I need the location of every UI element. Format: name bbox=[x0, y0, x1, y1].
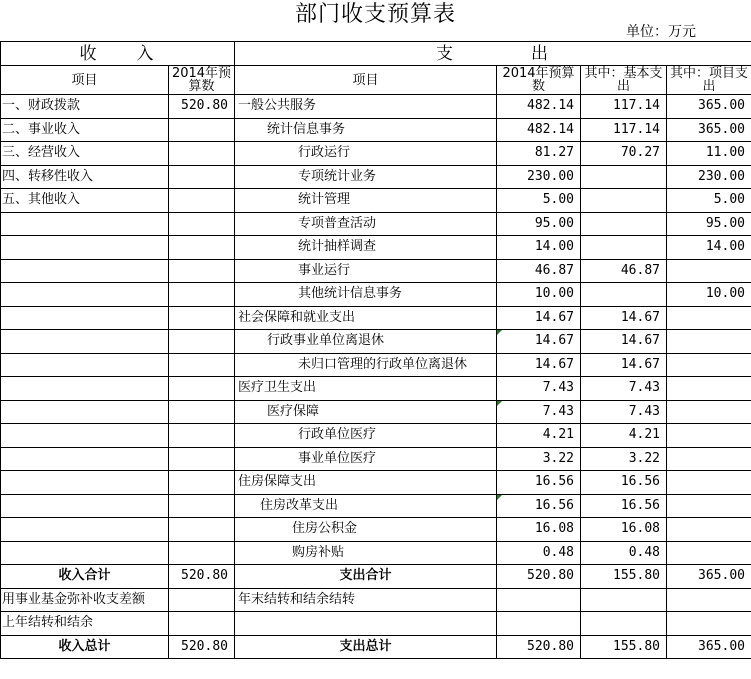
income-amount bbox=[169, 189, 235, 213]
table-row bbox=[1, 118, 751, 142]
project-expense-header: 其中：项目支出 bbox=[667, 66, 751, 95]
basic-expense-header: 其中：基本支出 bbox=[581, 66, 667, 95]
income-item bbox=[1, 541, 169, 565]
expense-total-label: 支出总计 bbox=[235, 635, 497, 659]
income-subtotal-amount: 520.80 bbox=[169, 565, 235, 589]
income-extra-label-2: 上年结转和结余 bbox=[1, 612, 169, 636]
expense-header: 支 出 bbox=[235, 42, 751, 66]
expense-total-basic: 155.80 bbox=[581, 635, 667, 659]
table-row bbox=[1, 541, 751, 565]
income-item bbox=[1, 259, 169, 283]
income-amount bbox=[169, 353, 235, 377]
table-title: 部门收支预算表 bbox=[294, 2, 456, 27]
expense-subtotal-project: 365.00 bbox=[667, 565, 751, 589]
basic-expense-amount: 16.56 bbox=[581, 471, 667, 495]
project-expense-amount: 95.00 bbox=[667, 212, 751, 236]
basic-expense-amount: 117.14 bbox=[581, 118, 667, 142]
header-row-top bbox=[1, 42, 751, 66]
income-total-amount: 520.80 bbox=[169, 635, 235, 659]
income-item bbox=[1, 236, 169, 260]
income-total-label: 收入总计 bbox=[1, 635, 169, 659]
table-row bbox=[1, 353, 751, 377]
income-amount bbox=[169, 165, 235, 189]
expense-2014-amount: 230.00 bbox=[497, 165, 581, 189]
subtotal-row bbox=[1, 565, 751, 589]
income-amount bbox=[169, 377, 235, 401]
expense-total-project: 365.00 bbox=[667, 635, 751, 659]
income-item: 二、事业收入 bbox=[1, 118, 169, 142]
income-amount bbox=[169, 518, 235, 542]
basic-expense-amount: 14.67 bbox=[581, 353, 667, 377]
income-extra-label-1: 用事业基金弥补收支差额 bbox=[1, 588, 169, 612]
expense-item: 购房补贴 bbox=[235, 541, 497, 565]
expense-2014-amount: 7.43 bbox=[497, 377, 581, 401]
basic-expense-amount: 14.67 bbox=[581, 330, 667, 354]
project-expense-amount: 5.00 bbox=[667, 189, 751, 213]
table-row bbox=[1, 283, 751, 307]
income-amount bbox=[169, 541, 235, 565]
income-amount bbox=[169, 236, 235, 260]
expense-2014-amount: 5.00 bbox=[497, 189, 581, 213]
income-2014-header: 2014年预算数 bbox=[169, 66, 235, 95]
basic-expense-amount: 16.08 bbox=[581, 518, 667, 542]
income-item: 四、转移性收入 bbox=[1, 165, 169, 189]
expense-item: 住房公积金 bbox=[235, 518, 497, 542]
table-row bbox=[1, 447, 751, 471]
income-item bbox=[1, 518, 169, 542]
income-item bbox=[1, 377, 169, 401]
table-row bbox=[1, 518, 751, 542]
income-item: 一、财政拨款 bbox=[1, 95, 169, 119]
basic-expense-amount bbox=[581, 189, 667, 213]
expense-subtotal-amount: 520.80 bbox=[497, 565, 581, 589]
income-item bbox=[1, 353, 169, 377]
expense-subtotal-label: 支出合计 bbox=[235, 565, 497, 589]
income-item-header: 项目 bbox=[1, 66, 169, 95]
project-expense-amount: 230.00 bbox=[667, 165, 751, 189]
expense-2014-header: 2014年预算数 bbox=[497, 66, 581, 95]
income-item bbox=[1, 471, 169, 495]
project-expense-amount bbox=[667, 353, 751, 377]
table-row bbox=[1, 212, 751, 236]
basic-expense-amount bbox=[581, 212, 667, 236]
table-row bbox=[1, 189, 751, 213]
expense-item: 住房保障支出 bbox=[235, 471, 497, 495]
total-row bbox=[1, 635, 751, 659]
project-expense-amount: 14.00 bbox=[667, 236, 751, 260]
income-amount bbox=[169, 283, 235, 307]
basic-expense-amount: 3.22 bbox=[581, 447, 667, 471]
project-expense-amount bbox=[667, 400, 751, 424]
income-item bbox=[1, 400, 169, 424]
basic-expense-amount: 70.27 bbox=[581, 142, 667, 166]
table-row bbox=[1, 471, 751, 495]
basic-expense-amount: 4.21 bbox=[581, 424, 667, 448]
basic-expense-amount bbox=[581, 283, 667, 307]
budget-table bbox=[0, 41, 751, 659]
basic-expense-amount: 46.87 bbox=[581, 259, 667, 283]
income-item bbox=[1, 283, 169, 307]
basic-expense-amount: 7.43 bbox=[581, 377, 667, 401]
expense-2014-amount: 10.00 bbox=[497, 283, 581, 307]
expense-2014-amount: 46.87 bbox=[497, 259, 581, 283]
basic-expense-amount: 14.67 bbox=[581, 306, 667, 330]
expense-2014-amount: 95.00 bbox=[497, 212, 581, 236]
expense-2014-amount: 4.21 bbox=[497, 424, 581, 448]
project-expense-amount: 10.00 bbox=[667, 283, 751, 307]
expense-item: 住房改革支出 bbox=[235, 494, 497, 518]
expense-2014-amount: 16.56 bbox=[497, 471, 581, 495]
basic-expense-amount: 16.56 bbox=[581, 494, 667, 518]
expense-total-amount: 520.80 bbox=[497, 635, 581, 659]
income-amount bbox=[169, 471, 235, 495]
expense-item: 社会保障和就业支出 bbox=[235, 306, 497, 330]
income-amount bbox=[169, 447, 235, 471]
unit-label: 单位：万元 bbox=[626, 24, 696, 40]
basic-expense-amount: 117.14 bbox=[581, 95, 667, 119]
income-amount bbox=[169, 259, 235, 283]
income-item bbox=[1, 447, 169, 471]
table-row bbox=[1, 95, 751, 119]
income-amount bbox=[169, 212, 235, 236]
table-row bbox=[1, 259, 751, 283]
expense-item: 统计抽样调查 bbox=[235, 236, 497, 260]
extra-row-1 bbox=[1, 588, 751, 612]
extra-row-2 bbox=[1, 612, 751, 636]
income-item bbox=[1, 306, 169, 330]
income-amount bbox=[169, 400, 235, 424]
income-header: 收 入 bbox=[1, 42, 235, 66]
expense-item: 统计信息事务 bbox=[235, 118, 497, 142]
expense-2014-amount: 3.22 bbox=[497, 447, 581, 471]
basic-expense-amount: 7.43 bbox=[581, 400, 667, 424]
income-item: 三、经营收入 bbox=[1, 142, 169, 166]
expense-2014-amount: 7.43 bbox=[497, 400, 581, 424]
income-item bbox=[1, 330, 169, 354]
expense-2014-amount: 14.67 bbox=[497, 353, 581, 377]
income-amount bbox=[169, 306, 235, 330]
expense-2014-amount: 16.08 bbox=[497, 518, 581, 542]
income-amount bbox=[169, 142, 235, 166]
income-amount bbox=[169, 118, 235, 142]
expense-2014-amount: 81.27 bbox=[497, 142, 581, 166]
expense-2014-amount: 14.67 bbox=[497, 306, 581, 330]
expense-item: 未归口管理的行政单位离退休 bbox=[235, 353, 497, 377]
project-expense-amount: 365.00 bbox=[667, 95, 751, 119]
expense-item: 事业单位医疗 bbox=[235, 447, 497, 471]
expense-2014-amount: 14.67 bbox=[497, 330, 581, 354]
expense-2014-amount: 14.00 bbox=[497, 236, 581, 260]
project-expense-amount bbox=[667, 259, 751, 283]
basic-expense-amount bbox=[581, 165, 667, 189]
header-row-sub bbox=[1, 66, 751, 95]
expense-item: 医疗卫生支出 bbox=[235, 377, 497, 401]
project-expense-amount bbox=[667, 447, 751, 471]
table-row bbox=[1, 424, 751, 448]
expense-item-header: 项目 bbox=[235, 66, 497, 95]
expense-item: 专项普查活动 bbox=[235, 212, 497, 236]
income-item bbox=[1, 424, 169, 448]
project-expense-amount bbox=[667, 424, 751, 448]
expense-item: 行政单位医疗 bbox=[235, 424, 497, 448]
project-expense-amount bbox=[667, 330, 751, 354]
table-row bbox=[1, 330, 751, 354]
income-amount bbox=[169, 330, 235, 354]
project-expense-amount bbox=[667, 541, 751, 565]
income-amount bbox=[169, 494, 235, 518]
expense-subtotal-basic: 155.80 bbox=[581, 565, 667, 589]
project-expense-amount bbox=[667, 471, 751, 495]
income-item bbox=[1, 494, 169, 518]
project-expense-amount bbox=[667, 518, 751, 542]
expense-item: 一般公共服务 bbox=[235, 95, 497, 119]
expense-item: 行政事业单位离退休 bbox=[235, 330, 497, 354]
expense-2014-amount: 0.48 bbox=[497, 541, 581, 565]
income-amount bbox=[169, 424, 235, 448]
table-row bbox=[1, 236, 751, 260]
income-item: 五、其他收入 bbox=[1, 189, 169, 213]
project-expense-amount bbox=[667, 377, 751, 401]
expense-item: 其他统计信息事务 bbox=[235, 283, 497, 307]
income-subtotal-label: 收入合计 bbox=[1, 565, 169, 589]
expense-item: 医疗保障 bbox=[235, 400, 497, 424]
table-row bbox=[1, 400, 751, 424]
expense-item: 专项统计业务 bbox=[235, 165, 497, 189]
project-expense-amount: 365.00 bbox=[667, 118, 751, 142]
project-expense-amount: 11.00 bbox=[667, 142, 751, 166]
table-row bbox=[1, 377, 751, 401]
expense-2014-amount: 482.14 bbox=[497, 118, 581, 142]
table-row bbox=[1, 306, 751, 330]
project-expense-amount bbox=[667, 494, 751, 518]
income-amount: 520.80 bbox=[169, 95, 235, 119]
table-row bbox=[1, 494, 751, 518]
table-row bbox=[1, 142, 751, 166]
expense-item: 事业运行 bbox=[235, 259, 497, 283]
expense-2014-amount: 482.14 bbox=[497, 95, 581, 119]
basic-expense-amount bbox=[581, 236, 667, 260]
expense-extra-label-1: 年末结转和结余结转 bbox=[235, 588, 497, 612]
project-expense-amount bbox=[667, 306, 751, 330]
expense-item: 行政运行 bbox=[235, 142, 497, 166]
table-row bbox=[1, 165, 751, 189]
basic-expense-amount: 0.48 bbox=[581, 541, 667, 565]
expense-item: 统计管理 bbox=[235, 189, 497, 213]
expense-2014-amount: 16.56 bbox=[497, 494, 581, 518]
income-item bbox=[1, 212, 169, 236]
